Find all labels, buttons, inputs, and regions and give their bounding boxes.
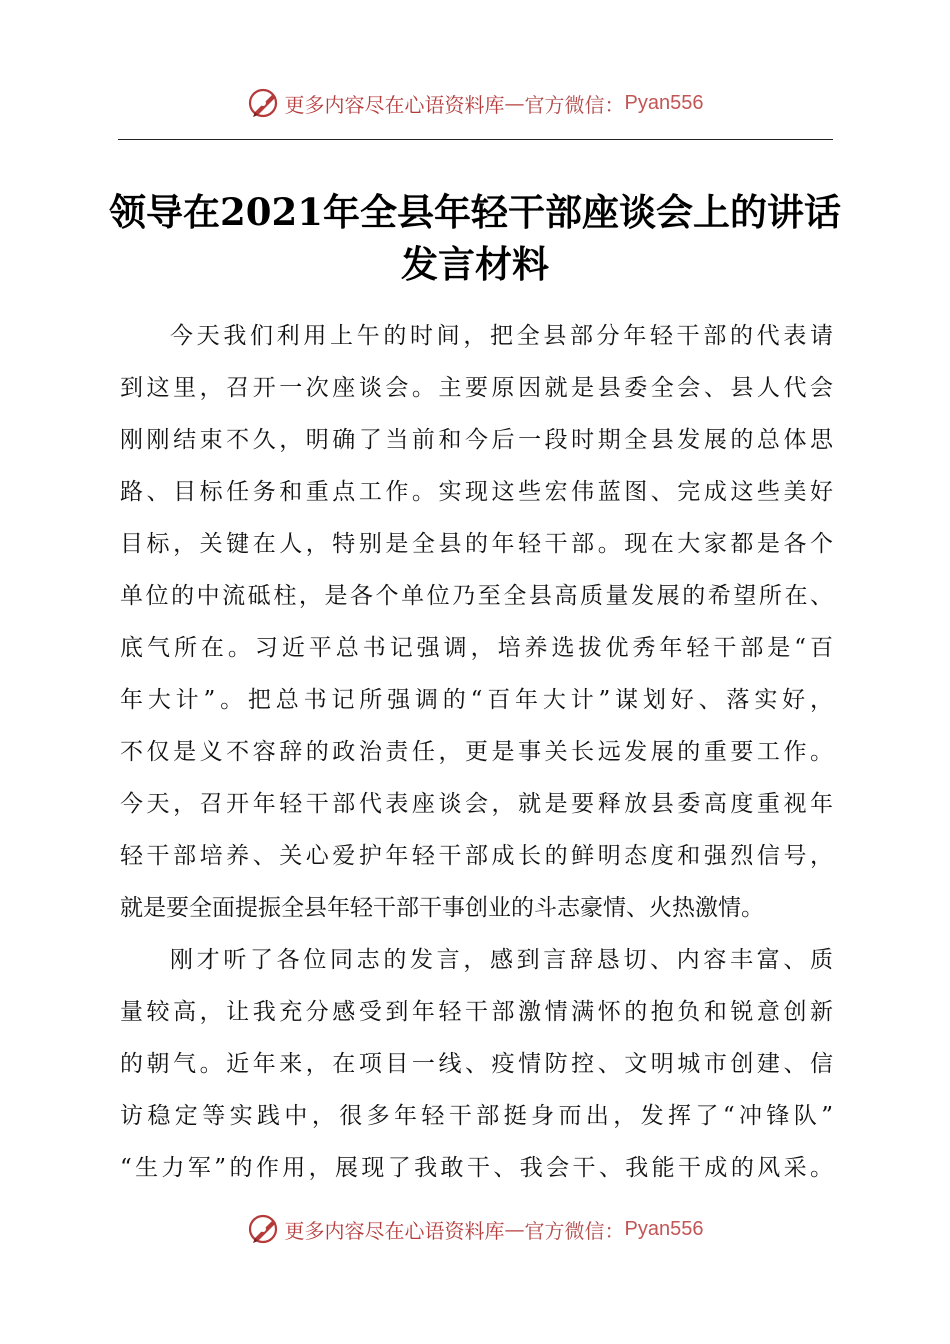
brand-separator: — — [504, 91, 525, 115]
body-line: 的朝气。近年来，在项目一线、疫情防控、文明城市创建、信 — [120, 1051, 833, 1077]
body-line: 不仅是义不容辞的政治责任，更是事关长远发展的重要工作。 — [120, 739, 833, 765]
header-watermark — [0, 83, 950, 123]
body-line: 到这里，召开一次座谈会。主要原因就是县委全会、县人代会 — [120, 375, 833, 401]
body-line: 路、目标任务和重点工作。实现这些宏伟蓝图、完成这些美好 — [120, 479, 833, 505]
body-line: 刚刚结束不久，明确了当前和今后一段时期全县发展的总体思 — [120, 427, 833, 453]
brand-wechat-label: 官方微信： — [524, 1218, 625, 1243]
document-title-line-2: 发言材料 — [401, 242, 549, 286]
body-line: 目标，关键在人，特别是全县的年轻干部。现在大家都是各个 — [120, 531, 833, 557]
body-line: 今天，召开年轻干部代表座谈会，就是要释放县委高度重视年 — [120, 791, 833, 817]
document-title-line-1: 领导在2021年全县年轻干部座谈会上的讲话 — [109, 190, 841, 234]
brand-separator: — — [504, 1217, 525, 1241]
body-line: 底气所在。习近平总书记强调，培养选拔优秀年轻干部是“百 — [120, 635, 833, 661]
pen-logo-icon — [247, 86, 281, 120]
pen-logo-icon — [247, 1212, 281, 1246]
brand-wechat-label: 官方微信： — [524, 92, 625, 117]
body-line: 单位的中流砥柱，是各个单位乃至全县高质量发展的希望所在、 — [120, 583, 833, 609]
footer-watermark — [0, 1209, 950, 1249]
body-line: 年大计”。把总书记所强调的“百年大计”谋划好、落实好， — [120, 687, 833, 713]
body-line: 刚才听了各位同志的发言，感到言辞恳切、内容丰富、质 — [170, 947, 833, 973]
brand-wechat-id: Pyan556 — [624, 91, 704, 114]
body-line: 今天我们利用上午的时间，把全县部分年轻干部的代表请 — [170, 323, 833, 349]
brand-wechat-id: Pyan556 — [624, 1217, 704, 1240]
body-line: 就是要全面提振全县年轻干部干事创业的斗志豪情、火热激情。 — [120, 895, 764, 921]
brand-text: 更多内容尽在心语资料库 — [284, 1218, 505, 1243]
body-line: 访稳定等实践中，很多年轻干部挺身而出，发挥了“冲锋队” — [120, 1103, 833, 1129]
body-line: 轻干部培养、关心爱护年轻干部成长的鲜明态度和强烈信号， — [120, 843, 833, 869]
brand-text: 更多内容尽在心语资料库 — [284, 92, 505, 117]
body-line: 量较高，让我充分感受到年轻干部激情满怀的抱负和锐意创新 — [120, 999, 833, 1025]
body-line: “生力军”的作用，展现了我敢干、我会干、我能干成的风采。 — [120, 1155, 833, 1181]
header-divider — [118, 139, 833, 140]
